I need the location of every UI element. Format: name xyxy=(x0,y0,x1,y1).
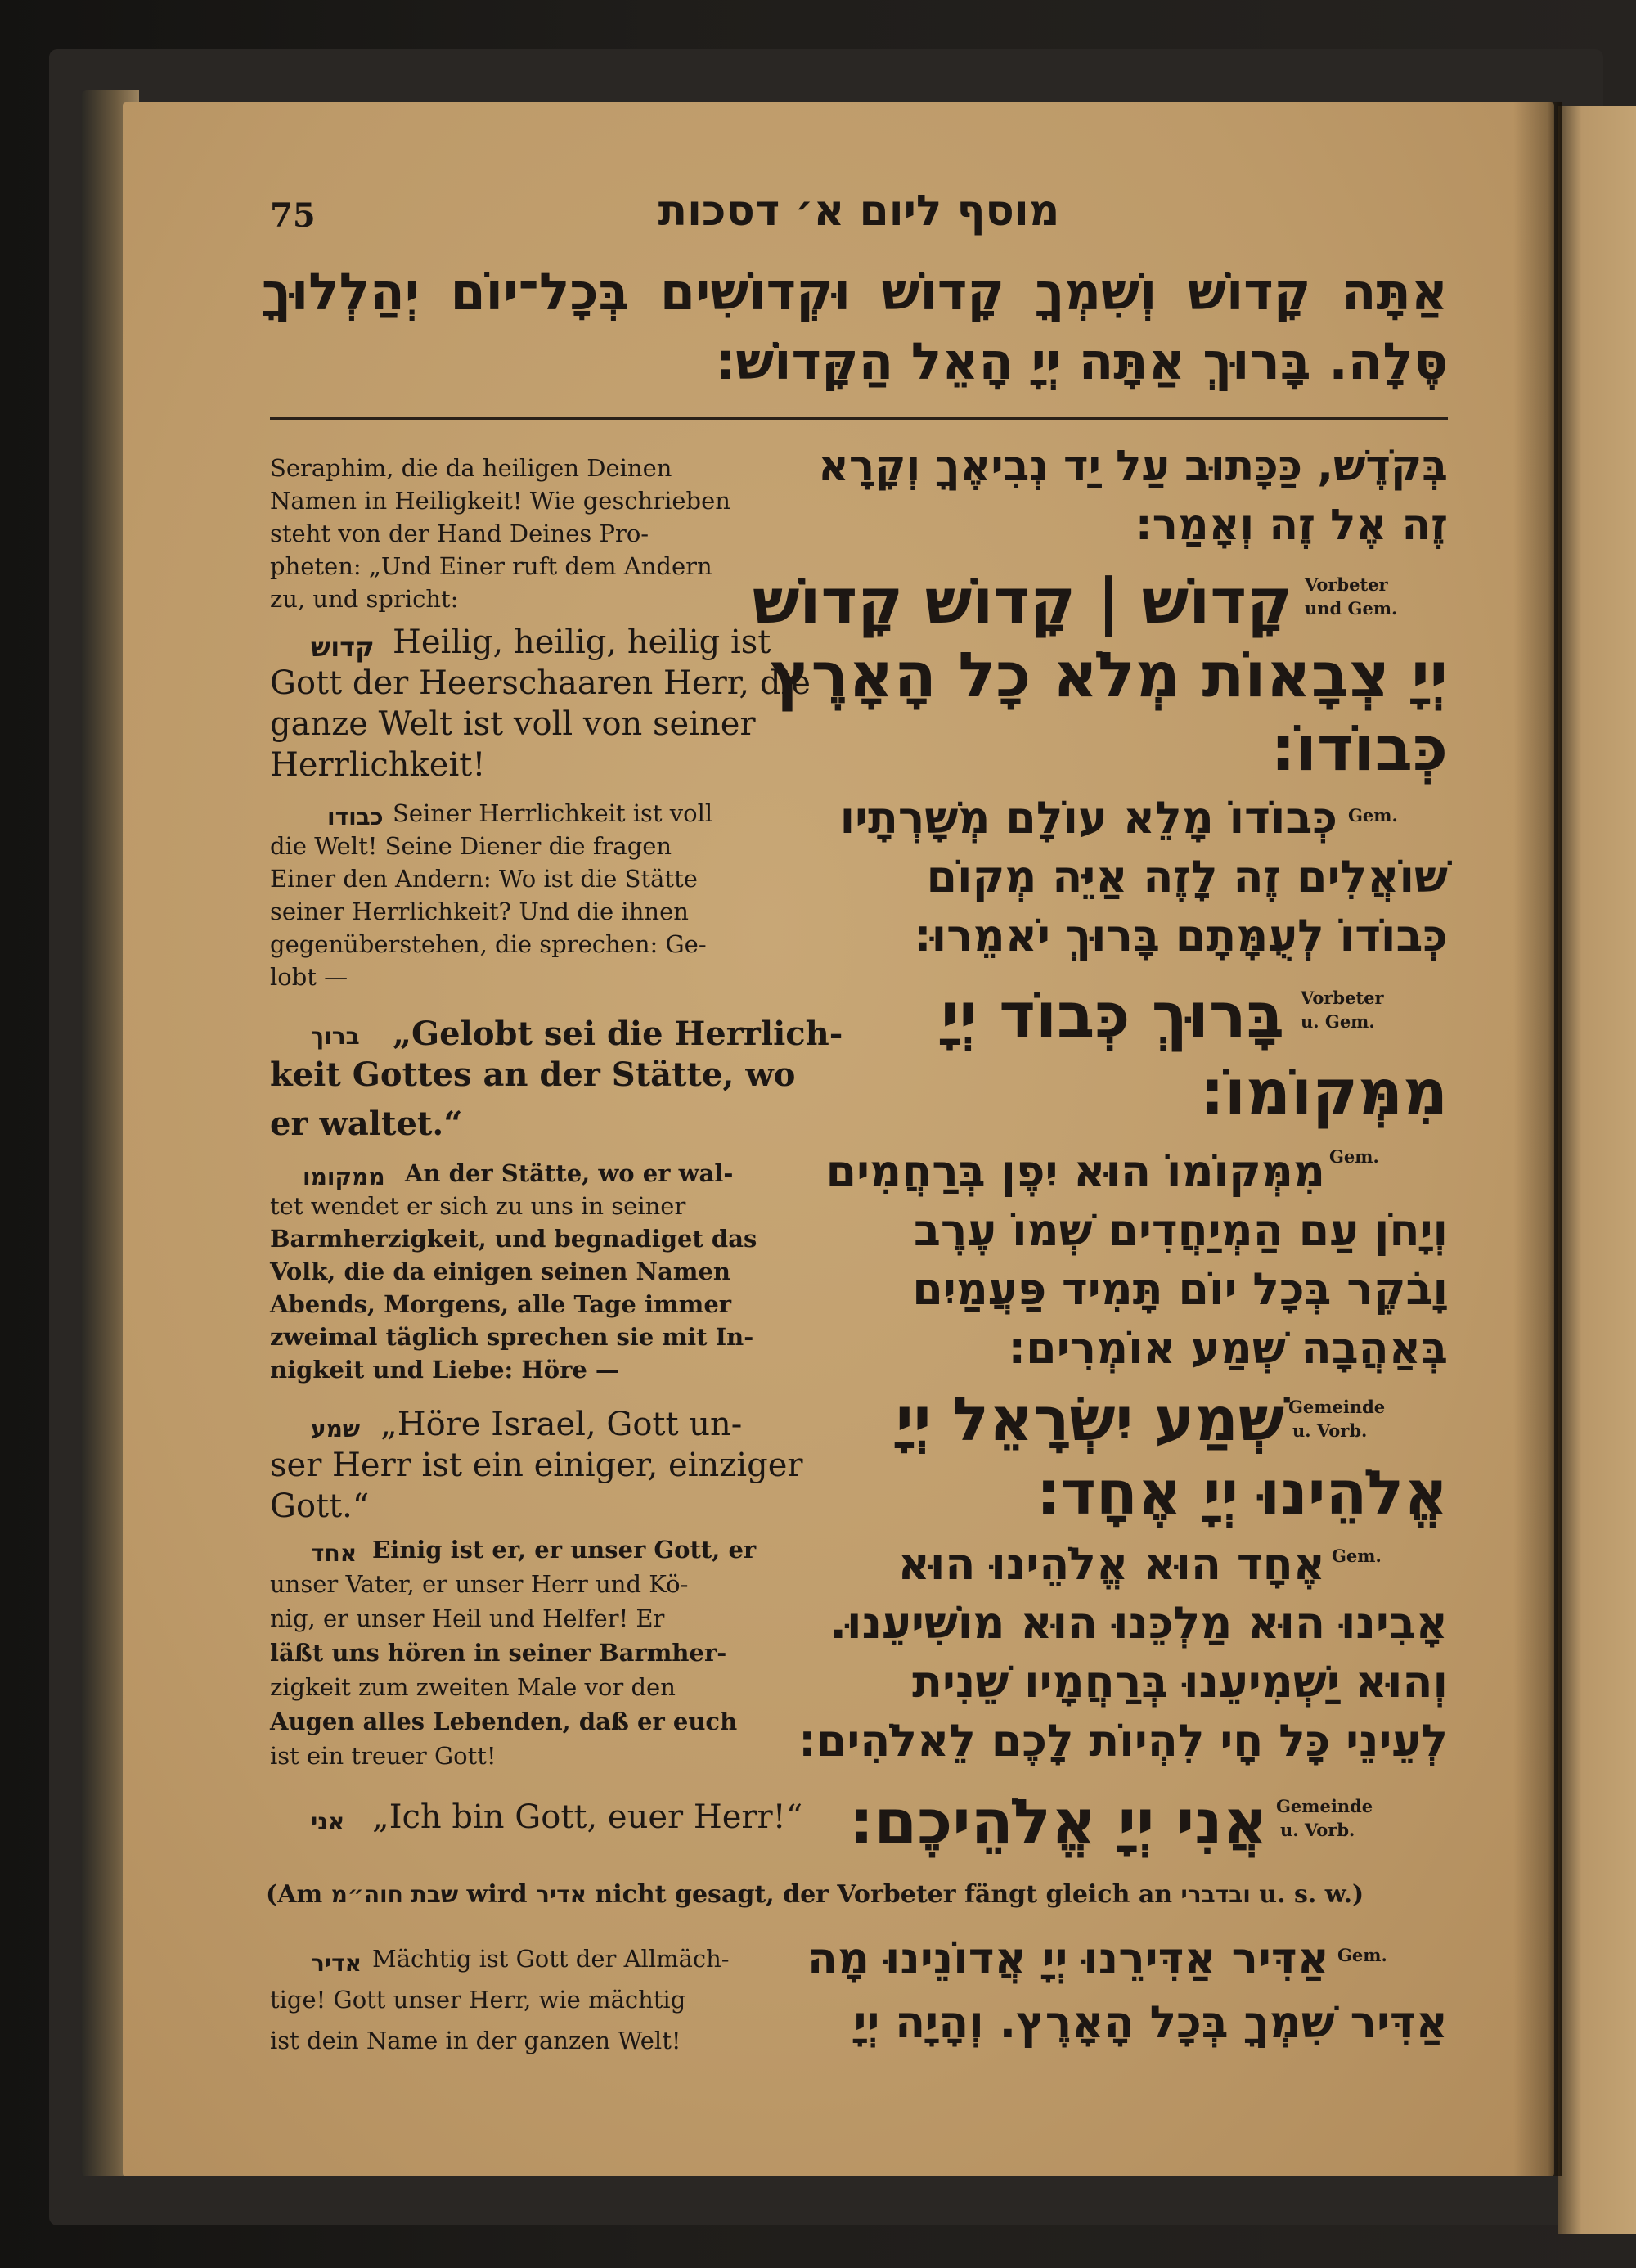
hebrew-line: בָּרוּךְ כְּבוֹד יְיָ xyxy=(941,979,1284,1051)
instruction-text: wird xyxy=(458,1880,536,1909)
german-line: Volk, die da einigen seinen Namen xyxy=(270,1258,730,1285)
german-line: die Welt! Seine Diener die fragen xyxy=(270,832,672,860)
speaker-note: u. Vorb. xyxy=(1292,1420,1368,1441)
hebrew-line: אֶחָד הוּא אֱלֹהֵינוּ הוּא xyxy=(897,1538,1325,1590)
instruction-text: (Am xyxy=(266,1880,331,1909)
german-line: ganze Welt ist voll von seiner xyxy=(270,705,756,743)
top-hebrew-line-2: סֶּלָה. בָּרוּךְ אַתָּה יְיָ הָאֵל הַקָּדוֹשׁ: xyxy=(715,331,1448,391)
german-line: gegenüberstehen, die sprechen: Ge- xyxy=(270,930,707,958)
hebrew-line: בְּקֹדֶשׁ, כַּכָּתוּב עַל יַד נְבִיאֶךָ וְקָרָא xyxy=(818,442,1448,491)
hebrew-line: שְׁמַע יִשְׂרָאֵל יְיָ xyxy=(895,1384,1284,1455)
instruction-text: u. s. w.) xyxy=(1250,1880,1364,1909)
speaker-note: u. Vorb. xyxy=(1280,1820,1355,1840)
german-line: Barmherzigkeit, und begnadiget das xyxy=(270,1225,757,1253)
german-hebrew-keyword: קדוש xyxy=(311,632,375,663)
german-hebrew-keyword: ממקומו xyxy=(303,1163,385,1190)
speaker-note: Gem. xyxy=(1348,805,1398,826)
german-line: Einig ist er, er unser Gott, er xyxy=(372,1536,757,1564)
german-line: tige! Gott unser Herr, wie mächtig xyxy=(270,1986,686,2014)
german-hebrew-keyword: אחד xyxy=(311,1540,357,1567)
german-line: zigkeit zum zweiten Male vor den xyxy=(270,1673,676,1701)
speaker-note: Vorbeter xyxy=(1305,574,1388,595)
german-line: zweimal täglich sprechen sie mit In- xyxy=(270,1323,754,1351)
german-line: läßt uns hören in seiner Barmher- xyxy=(270,1639,727,1667)
german-line: An der Stätte, wo er wal- xyxy=(405,1159,734,1187)
hebrew-line: זֶה אֶל זֶה וְאָמַר: xyxy=(1135,501,1448,550)
hebrew-line: וְהוּא יַשְׁמִיעֵנוּ בְּרַחֲמָיו שֵׁנִית xyxy=(912,1656,1448,1708)
page-title: מוסף ליום א׳ דסכות xyxy=(658,187,1060,236)
speaker-note: und Gem. xyxy=(1305,598,1398,619)
german-line: nigkeit und Liebe: Höre — xyxy=(270,1356,619,1384)
german-line: ser Herr ist ein einiger, einziger xyxy=(270,1447,803,1484)
instruction-hebrew: ובדברי xyxy=(1180,1881,1251,1908)
hebrew-line: בְּאַהֲבָה שְׁמַע אוֹמְרִים: xyxy=(1008,1322,1448,1374)
hebrew-line: אֲנִי יְיָ אֱלֹהֵיכֶם: xyxy=(848,1785,1268,1858)
hebrew-line: אֱלֹהֵינוּ יְיָ אֶחָד: xyxy=(1036,1458,1448,1528)
german-line: Seraphim, die da heiligen Deinen xyxy=(270,454,672,482)
hebrew-line: מִמְּקוֹמוֹ: xyxy=(1199,1055,1448,1128)
german-line: Augen alles Lebenden, daß er euch xyxy=(270,1708,738,1735)
speaker-note: Gem. xyxy=(1337,1945,1387,1965)
instruction-hebrew: שבת חוה״מ xyxy=(330,1881,459,1908)
german-line: Herrlichkeit! xyxy=(270,746,486,784)
speaker-note: u. Gem. xyxy=(1301,1011,1375,1032)
german-line: Mächtig ist Gott der Allmäch- xyxy=(372,1945,730,1973)
german-line: „Höre Israel, Gott un- xyxy=(380,1406,743,1443)
german-line: ist dein Name in der ganzen Welt! xyxy=(270,2027,681,2054)
hebrew-line: כְּבוֹדוֹ לְעֻמָּתָם בָּרוּךְ יֹאמֵרוּ: xyxy=(914,910,1448,961)
german-line: pheten: „Und Einer ruft dem Andern xyxy=(270,552,712,580)
hebrew-line: כְּבוֹדוֹ: xyxy=(1270,712,1448,785)
german-line: seiner Herrlichkeit? Und die ihnen xyxy=(270,898,689,925)
hebrew-line: קָדוֹשׁ | קָדוֹשׁ קָדוֹשׁ xyxy=(752,565,1292,637)
german-line: „Ich bin Gott, euer Herr!“ xyxy=(372,1798,803,1836)
instruction-hebrew: אדיר xyxy=(536,1881,587,1908)
speaker-note: Gemeinde xyxy=(1288,1397,1386,1417)
hebrew-line: כְּבוֹדוֹ מָלֵא עוֹלָם מְשָׁרְתָיו xyxy=(839,792,1337,844)
german-hebrew-keyword: אני xyxy=(311,1808,345,1835)
german-line: tet wendet er sich zu uns in seiner xyxy=(270,1192,686,1220)
german-line: zu, und spricht: xyxy=(270,585,459,613)
german-line: Gott.“ xyxy=(270,1487,370,1525)
speaker-note: Gem. xyxy=(1332,1546,1382,1566)
hebrew-line: אַדִּיר אַדִּירֵנוּ יְיָ אֲדוֹנֵינוּ מָה xyxy=(807,1933,1329,1984)
hebrew-line: לְעֵינֵי כָּל חָי לִהְיוֹת לָכֶם לֵאלֹהִים: xyxy=(798,1715,1448,1766)
gutter-shadow xyxy=(1513,102,1562,2176)
german-line: ist ein treuer Gott! xyxy=(270,1742,497,1770)
german-line: keit Gottes an der Stätte, wo xyxy=(270,1055,796,1094)
divider-rule xyxy=(270,417,1448,420)
german-line: Heilig, heilig, heilig ist xyxy=(393,623,771,661)
german-line: steht von der Hand Deines Pro- xyxy=(270,520,649,547)
speaker-note: Vorbeter xyxy=(1301,988,1384,1008)
german-line: Gott der Heerschaaren Herr, die xyxy=(270,664,811,702)
german-hebrew-keyword: ברוך xyxy=(311,1023,360,1050)
next-page-edge xyxy=(1558,106,1636,2234)
page-number: 75 xyxy=(270,196,316,235)
hebrew-line: יְיָ צְבָאוֹת מְלֹא כָל הָאָרֶץ xyxy=(770,638,1448,711)
german-line: Einer den Andern: Wo ist die Stätte xyxy=(270,865,698,893)
top-hebrew-line-1: אַתָּה קָדוֹשׁ וְשִׁמְךָ קָדוֹשׁ וּקְדוֹשִׁים בְּכָל־יוֹם יְהַלְלוּךָ xyxy=(262,262,1448,322)
german-line: Namen in Heiligkeit! Wie geschrieben xyxy=(270,487,730,515)
hebrew-line: וְיָחֹן עַם הַמְיַחֲדִים שְׁמוֹ עֶרֶב xyxy=(913,1204,1448,1256)
speaker-note: Gemeinde xyxy=(1276,1796,1373,1816)
hebrew-line: וָבֹקֶר בְּכָל יוֹם תָּמִיד פַּעֲמַיִם xyxy=(912,1263,1448,1315)
german-hebrew-keyword: אדיר xyxy=(311,1950,362,1977)
german-line: unser Vater, er unser Herr und Kö- xyxy=(270,1570,689,1598)
german-line: er waltet.“ xyxy=(270,1105,463,1143)
hebrew-line: אָבִינוּ הוּא מַלְכֵּנוּ הוּא מוֹשִׁיעֵנוּ. xyxy=(829,1597,1448,1649)
hebrew-line: שׁוֹאֲלִים זֶה לָזֶה אַיֵּה מְקוֹם xyxy=(926,851,1448,902)
speaker-note: Gem. xyxy=(1329,1146,1379,1167)
hebrew-line: מִמְּקוֹמוֹ הוּא יִפֶן בְּרַחֲמִים xyxy=(825,1145,1325,1197)
hebrew-line: אַדִּיר שִׁמְךָ בְּכָל הָאָרֶץ. וְהָיָה יְיָ xyxy=(853,1996,1448,2048)
instruction-line xyxy=(266,1880,1364,1909)
german-line: Seiner Herrlichkeit ist voll xyxy=(393,799,713,827)
german-hebrew-keyword: כבודו xyxy=(327,803,384,830)
instruction-text: nicht gesagt, der Vorbeter fängt gleich an xyxy=(586,1880,1181,1909)
german-line: Abends, Morgens, alle Tage immer xyxy=(270,1290,732,1318)
german-line: „Gelobt sei die Herrlich- xyxy=(393,1015,843,1053)
german-line: nig, er unser Heil und Helfer! Er xyxy=(270,1604,665,1632)
german-hebrew-keyword: שמע xyxy=(311,1415,361,1442)
german-line: lobt — xyxy=(270,963,348,991)
